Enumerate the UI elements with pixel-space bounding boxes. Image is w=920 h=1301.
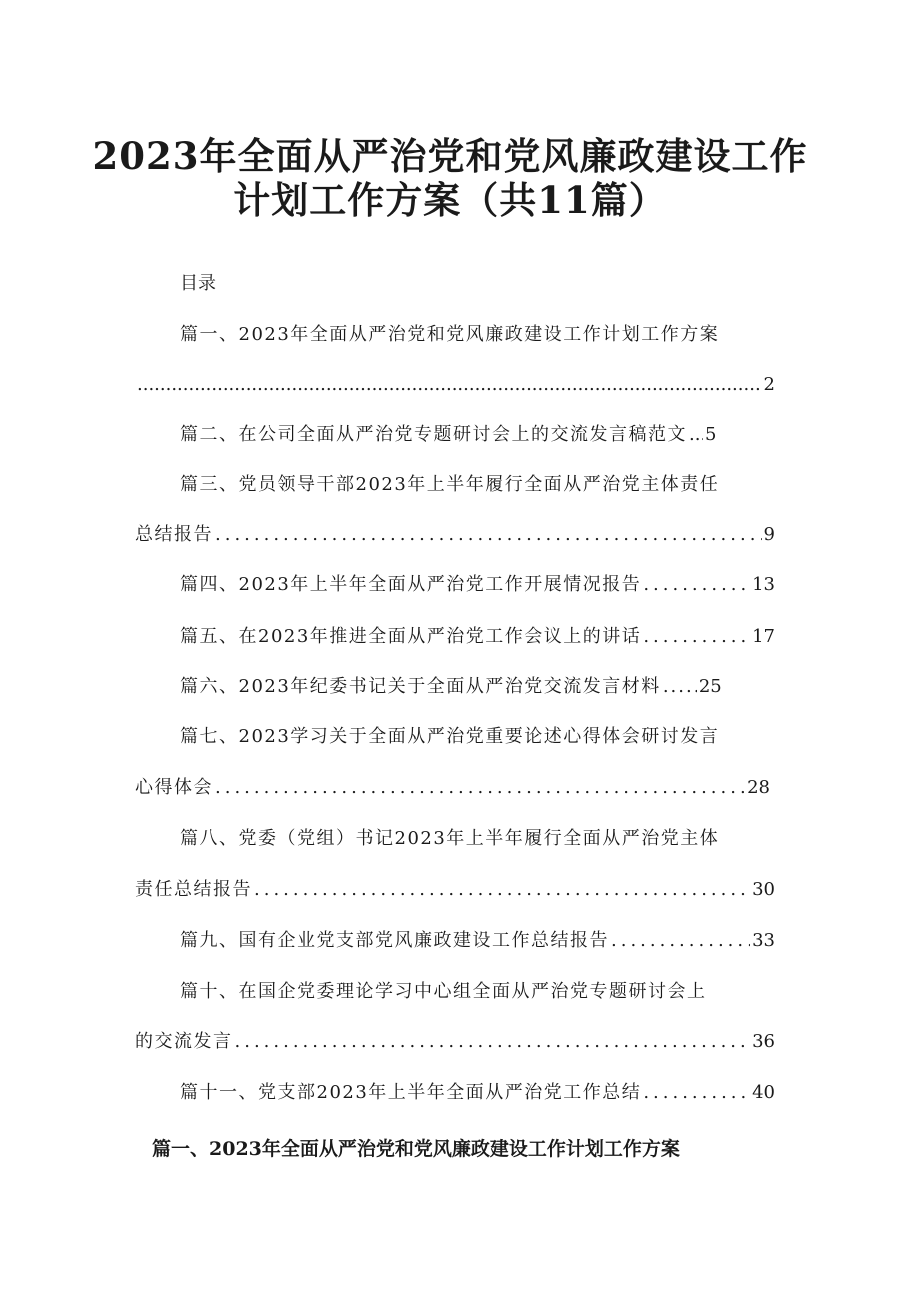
toc-entry-label: 篇二、在公司全面从严治党专题研讨会上的交流发言稿范文 — [180, 424, 687, 445]
toc-entry-3-cont[interactable] — [135, 522, 775, 548]
toc-entry-label: 篇七、2023学习关于全面从严治党重要论述心得体会研讨发言 — [180, 726, 720, 747]
toc-entry-1[interactable] — [180, 322, 740, 348]
toc-entry-11[interactable] — [180, 1080, 775, 1106]
dot-leader — [643, 1080, 750, 1106]
toc-entry-page: 33 — [752, 930, 775, 951]
dot-leader — [215, 522, 762, 548]
dot-leader — [611, 928, 750, 954]
toc-entry-8-cont[interactable] — [135, 877, 775, 903]
dot-leader — [663, 674, 697, 700]
toc-entry-label: 篇四、2023年上半年全面从严治党工作开展情况报告 — [180, 574, 642, 595]
toc-entry-label: 篇三、党员领导干部2023年上半年履行全面从严治党主体责任 — [180, 474, 720, 495]
dot-leader — [215, 775, 745, 801]
toc-entry-label: 篇十、在国企党委理论学习中心组全面从严治党专题研讨会上 — [180, 981, 707, 1002]
toc-entry-label: 篇六、2023年纪委书记关于全面从严治党交流发言材料 — [180, 676, 661, 697]
toc-entry-cont: 心得体会 — [135, 777, 213, 798]
toc-entry-label: 篇九、国有企业党支部党风廉政建设工作总结报告 — [180, 930, 609, 951]
toc-entry-page: 40 — [752, 1082, 775, 1103]
toc-entry-page: 13 — [752, 574, 775, 595]
toc-entry-label: 篇八、党委（党组）书记2023年上半年履行全面从严治党主体 — [180, 828, 720, 849]
dot-leader — [254, 877, 750, 903]
toc-entry-page: 9 — [763, 524, 775, 545]
toc-entry-5[interactable] — [180, 624, 775, 650]
toc-entry-label: 篇十一、党支部2023年上半年全面从严治党工作总结 — [180, 1082, 642, 1103]
toc-entry-7-cont[interactable] — [135, 775, 770, 801]
toc-entry-10-cont[interactable] — [135, 1029, 775, 1055]
toc-entry-cont: 总结报告 — [135, 524, 213, 545]
toc-heading: 目录 — [180, 273, 216, 294]
document-title-line-2: 计划工作方案（共11篇） — [233, 178, 667, 222]
toc-entry-6[interactable] — [180, 674, 740, 700]
toc-entry-1-leader[interactable] — [135, 372, 775, 398]
toc-entry-cont: 责任总结报告 — [135, 879, 252, 900]
toc-entry-page: 17 — [752, 626, 775, 647]
toc-entry-9[interactable] — [180, 928, 775, 954]
document-title-line-1: 2023年全面从严治党和党风廉政建设工作 — [92, 134, 808, 178]
toc-entry-page: 28 — [747, 777, 770, 798]
toc-entry-page: 36 — [752, 1031, 775, 1052]
dot-leader — [643, 624, 750, 650]
toc-entry-10[interactable] — [180, 979, 740, 1005]
section-heading: 篇一、2023年全面从严治党和党风廉政建设工作计划工作方案 — [152, 1138, 680, 1160]
toc-entry-7[interactable] — [180, 724, 740, 750]
toc-entry-label: 篇一、2023年全面从严治党和党风廉政建设工作计划工作方案 — [180, 324, 720, 345]
toc-entry-3[interactable] — [180, 472, 740, 498]
toc-entry-8[interactable] — [180, 826, 740, 852]
dot-leader — [235, 1029, 751, 1055]
dot-leader — [643, 572, 750, 598]
toc-entry-cont: 的交流发言 — [135, 1031, 233, 1052]
toc-entry-page: 5 — [705, 424, 717, 445]
toc-entry-page: 2 — [763, 374, 775, 395]
dot-leader — [689, 422, 703, 448]
toc-entry-page: 25 — [698, 676, 722, 697]
dot-leader — [137, 372, 762, 398]
toc-entry-label: 篇五、在2023年推进全面从严治党工作会议上的讲话 — [180, 626, 642, 647]
toc-entry-page: 30 — [752, 879, 775, 900]
toc-entry-4[interactable] — [180, 572, 775, 598]
toc-entry-2[interactable] — [180, 422, 720, 448]
